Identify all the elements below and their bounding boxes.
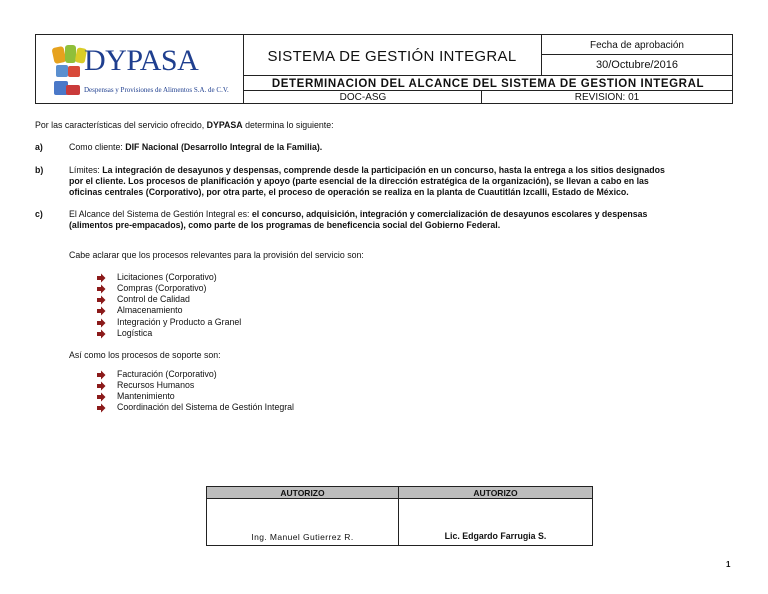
bullet-arrow-icon — [96, 392, 106, 402]
revision-number: REVISION: 01 — [574, 92, 640, 103]
item-c-prefix: El Alcance del Sistema de Gestión Integral es: — [69, 209, 252, 219]
process-name: Coordinación del Sistema de Gestión Integral — [117, 402, 295, 412]
list-item — [96, 380, 194, 391]
process-name: Licitaciones (Corporativo) — [117, 272, 217, 282]
approval-date-label: Fecha de aprobación — [590, 39, 684, 51]
item-label-a: a) — [35, 142, 43, 152]
list-item — [96, 391, 175, 402]
bullet-arrow-icon — [96, 295, 106, 305]
list-item — [96, 369, 217, 380]
intro-text-end: determina lo siguiente: — [242, 120, 334, 130]
item-c-line1: el concurso, adquisición, integración y comercialización de desayunos escolares y despensas — [251, 209, 648, 219]
process-name: Logística — [117, 328, 153, 338]
signature-header-left: AUTORIZO — [207, 487, 398, 498]
item-a-prefix: Como cliente: — [69, 142, 126, 152]
company-name: DYPASA — [206, 120, 243, 130]
process-name: Facturación (Corporativo) — [117, 369, 217, 379]
document-title: DETERMINACION DEL ALCANCE DEL SISTEMA DE GESTION INTEGRAL — [271, 77, 705, 90]
item-label-c: c) — [35, 209, 43, 219]
bullet-arrow-icon — [96, 273, 106, 283]
logo-wordmark: DYPASA — [84, 44, 199, 77]
item-b-line3: oficinas centrales (Corporativo), por otra parte, el proceso de operación se realiza en la planta de Cuautitlán Izcalli, Estado de México. — [69, 186, 629, 197]
item-a-client: DIF Nacional (Desarrollo Integral de la Familia). — [125, 142, 323, 152]
bullet-arrow-icon — [96, 381, 106, 391]
list-item — [96, 283, 206, 294]
signatory-right: Lic. Edgardo Farrugia S. — [444, 531, 547, 541]
process-name: Control de Calidad — [117, 294, 190, 304]
list-item — [96, 402, 294, 413]
list-item — [96, 328, 152, 339]
item-b-line2: por el cliente. Los procesos de planificación y apoyo (parte esencial de la dirección estratégica de la organización), se llevan a cabo en las — [69, 175, 649, 186]
item-c-text — [69, 209, 733, 231]
signatory-left: Ing. Manuel Gutierrez R. — [251, 532, 354, 542]
system-title: SISTEMA DE GESTIÓN INTEGRAL — [267, 47, 517, 65]
bullet-arrow-icon — [96, 284, 106, 294]
relevant-intro: Cabe aclarar que los procesos relevantes para la provisión del servicio son: — [69, 250, 364, 260]
bullet-arrow-icon — [96, 329, 106, 339]
process-name: Mantenimiento — [117, 391, 175, 401]
item-b-text — [69, 165, 733, 197]
item-c-line2: (alimentos pre-empacados), como parte de los programas de beneficencia social del Gobierno Federal. — [69, 219, 501, 230]
bullet-arrow-icon — [96, 318, 106, 328]
list-item — [96, 272, 217, 283]
process-name: Almacenamiento — [117, 305, 183, 315]
list-item — [96, 294, 190, 305]
item-b-prefix: Límites: — [69, 165, 103, 175]
process-name: Recursos Humanos — [117, 380, 195, 390]
list-item — [96, 317, 241, 328]
bullet-arrow-icon — [96, 306, 106, 316]
support-intro: Así como los procesos de soporte son: — [69, 350, 221, 360]
intro-paragraph — [35, 120, 334, 131]
item-label-b: b) — [35, 165, 44, 175]
signature-header-right: AUTORIZO — [399, 487, 592, 498]
bullet-arrow-icon — [96, 403, 106, 413]
item-a-text — [69, 142, 322, 153]
approval-date: 30/Octubre/2016 — [596, 59, 678, 71]
list-item — [96, 305, 183, 316]
page-number: 1 — [726, 560, 731, 569]
signature-divider — [207, 498, 592, 499]
intro-text: Por las características del servicio ofrecido, — [35, 120, 207, 130]
process-name: Integración y Producto a Granel — [117, 317, 242, 327]
logo-subtitle: Despensas y Provisiones de Alimentos S.A. de C.V. — [84, 86, 229, 94]
item-b-line1: La integración de desayunos y despensas, comprende desde la participación en un concurso, hasta la entrega a los sitios designados — [102, 165, 665, 175]
document-code: DOC-ASG — [339, 92, 387, 103]
process-name: Compras (Corporativo) — [117, 283, 207, 293]
bullet-arrow-icon — [96, 370, 106, 380]
